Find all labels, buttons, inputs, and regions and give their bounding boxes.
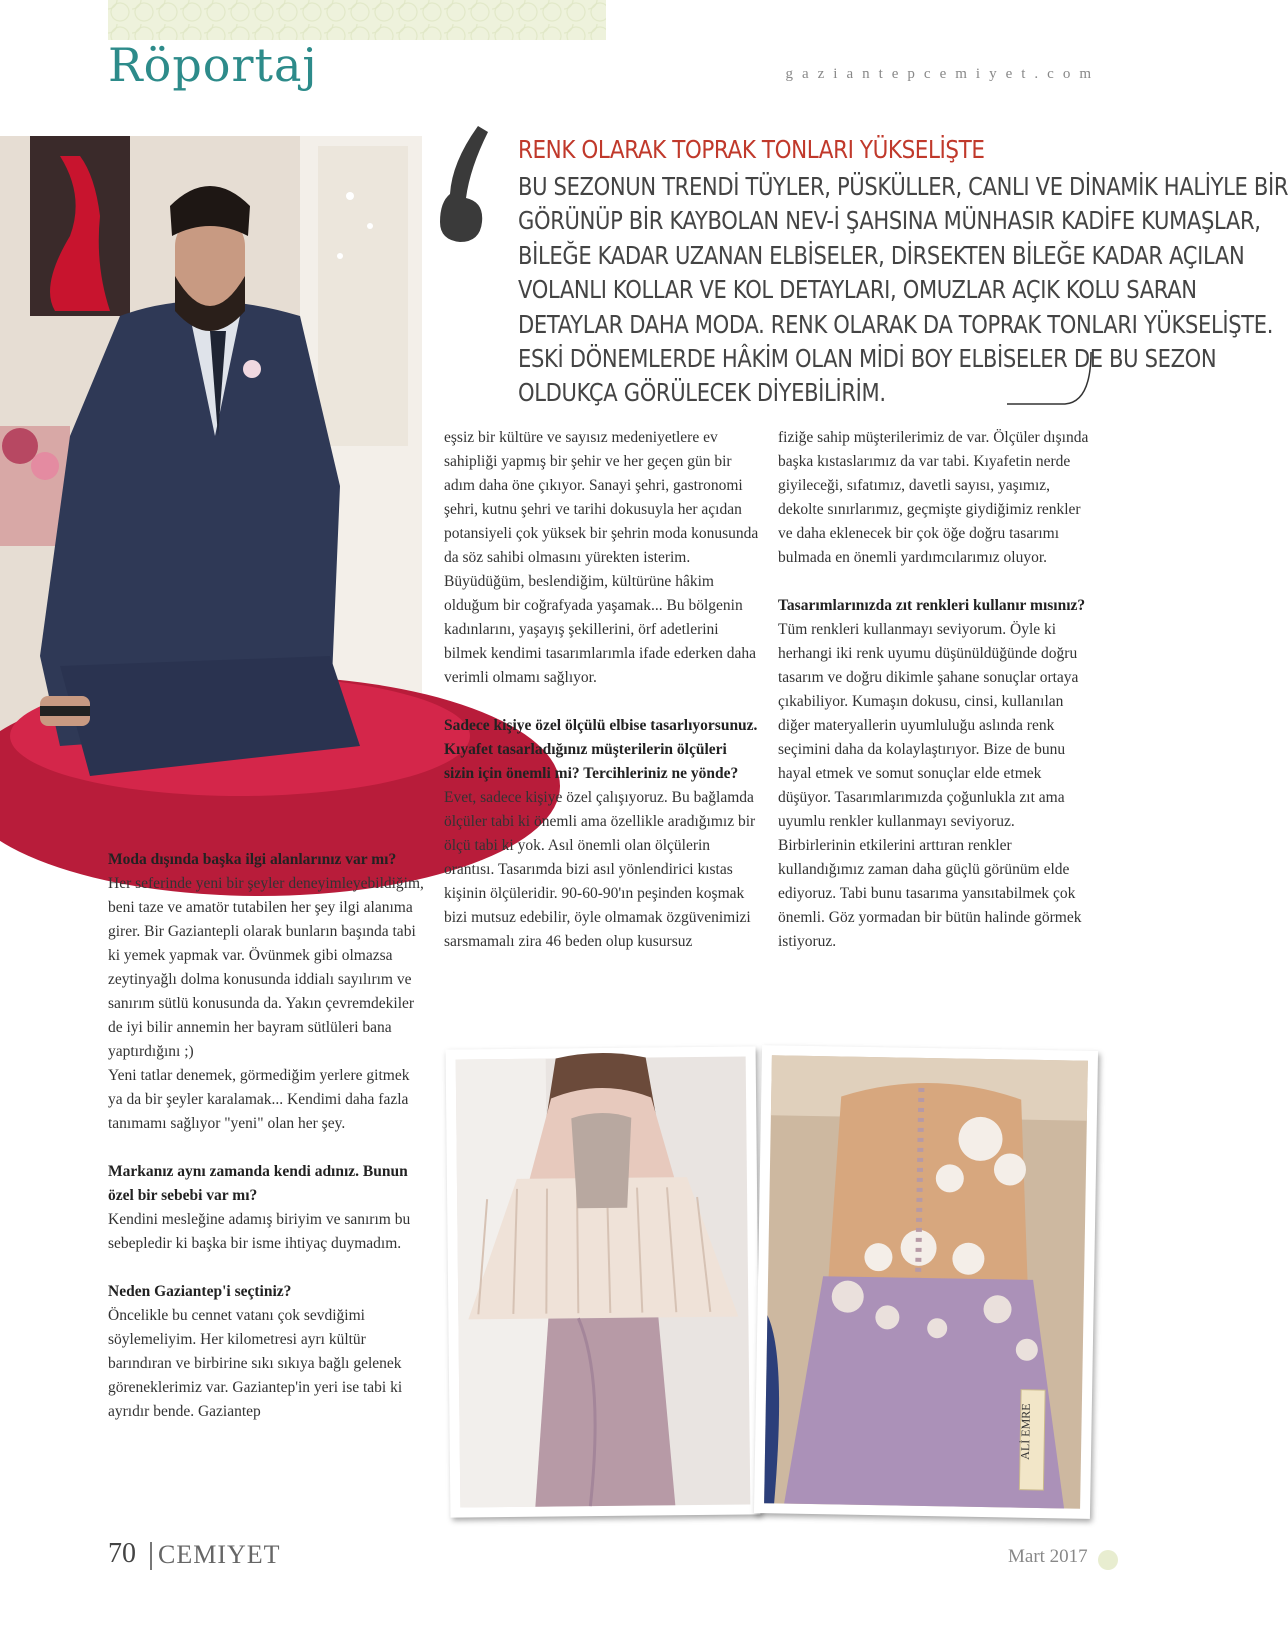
dress-photo-fringe bbox=[446, 1046, 761, 1517]
article-column-left bbox=[108, 848, 426, 1424]
pullquote-line: ESKİ DÖNEMLERDE HÂKİM OLAN MİDİ BOY ELBİSELER DE BU SEZON bbox=[518, 344, 1217, 374]
dress-fringe-illustration bbox=[456, 1056, 751, 1507]
quote-underline-icon bbox=[1005, 350, 1095, 408]
issue-date: Mart 2017 bbox=[1008, 1546, 1088, 1567]
magazine-name: CEMIYET bbox=[158, 1540, 281, 1569]
pullquote-line: BİLEĞE KADAR UZANAN ELBİSELER, DİRSEKTEN BİLEĞE KADAR AÇILAN bbox=[518, 240, 1245, 270]
answer-paragraph: Yeni tatlar denemek, görmediğim yerlere gitmek ya da bir şeyler karalamak... Kendimi daha fazla tanımamı sağlıyor "yeni" olan her şey. bbox=[108, 1067, 410, 1132]
footer-separator bbox=[150, 1542, 152, 1570]
portrait-illustration bbox=[0, 136, 422, 836]
question-heading: Markanız aynı zamanda kendi adınız. Bunun özel bir sebebi var mı? bbox=[108, 1163, 408, 1204]
pullquote-line: VOLANLI KOLLAR VE KOL DETAYLARI, OMUZLAR AÇIK KOLU SARAN bbox=[518, 275, 1197, 305]
pullquote-line: DETAYLAR DAHA MODA. RENK OLARAK DA TOPRAK TONLARI YÜKSELİŞTE. bbox=[518, 309, 1274, 339]
pullquote-body bbox=[518, 170, 1288, 411]
footer-dot bbox=[1098, 1550, 1118, 1570]
pullquote-heading: RENK OLARAK TOPRAK TONLARI YÜKSELİŞTE bbox=[518, 135, 985, 164]
article-column-right bbox=[778, 426, 1096, 954]
website-url: gaziantepcemiyet.com bbox=[785, 66, 1100, 82]
section-title: Röportaj bbox=[108, 38, 318, 92]
header-pattern bbox=[108, 0, 606, 40]
question-heading: Tasarımlarınızda zıt renkleri kullanır mısınız? bbox=[778, 597, 1086, 614]
answer-paragraph: fiziğe sahip müşterilerimiz de var. Ölçüler dışında başka kıstaslarımız da var tabi. Kıyafetin nerde giyileceği, sıfatımız, davetli sayısı, yaşımız, dekolte sınırlarımız, geçmişte giydiğimiz renkler ve daha eklenecek bir çok öğe doğru tasarımı bulmada en önemli yardımcılarımız oluyor. bbox=[778, 429, 1089, 566]
pullquote-line: BU SEZONUN TRENDİ TÜYLER, PÜSKÜLLER, CANLI VE DİNAMİK HALİYLE BİR bbox=[518, 172, 1288, 201]
answer-paragraph: Kendini mesleğine adamış biriyim ve sanırım bu sebepledir ki başka bir isme ihtiyaç duymadım. bbox=[108, 1211, 411, 1252]
pullquote-line: GÖRÜNÜP BİR KAYBOLAN NEV-İ ŞAHSINA MÜNHASIR KADİFE KUMAŞLAR, bbox=[518, 206, 1261, 236]
question-heading: Moda dışında başka ilgi alanlarınız var mı? bbox=[108, 851, 397, 868]
pullquote-line: OLDUKÇA GÖRÜLECEK DİYEBİLİRİM. bbox=[518, 378, 886, 408]
answer-paragraph: Tüm renkleri kullanmayı seviyorum. Öyle ki herhangi iki renk uyumu düşünüldüğünde doğru tasarım ve doğru dikimle şahane sonuçlar ortaya çıkabiliyor. Kumaşın dokusu, cinsi, kullanılan diğer materyallerin uyumluluğu aslında renk seçimini daha da kolaylaştırıyor. Bize de bunu hayal etmek ve somut sonuçlar elde etmek düşüyor. Tasarımlarımızda çoğunlukla zıt ama uyumlu renkler kullanmayı seviyoruz. Birbirlerinin etkilerini arttıran renkler kullandığımız zaman daha güçlü görünüm elde ediyoruz. Tabi bunu tasarıma yansıtabilmek çok önemli. Göz yormadan bir bütün halinde görmek istiyoruz. bbox=[778, 621, 1082, 950]
dress-photo-lace bbox=[754, 1045, 1098, 1519]
answer-paragraph: Evet, sadece kişiye özel çalışıyoruz. Bu bağlamda ölçüler tabi ki önemli ama özellikle aradığımız bir ölçü tabi ki yok. Asıl önemli olan ölçülerin orantısı. Tasarımda bizi asıl yönlendirici kıstas kişinin ölçüleridir. 90-60-90'ın peşinden koşmak bizi mutsuz edebilir, öyle olmamak özgüvenimizi sarsmamalı zira 46 beden olup kusursuz bbox=[444, 789, 756, 950]
answer-paragraph: eşsiz bir kültüre ve sayısız medeniyetlere ev sahipliği yapmış bir şehir ve her geçen gün bir adım daha öne çıkıyor. Sanayi şehri, gastronomi şehri, kutnu şehri ve tarihi dokusuyla her açıdan potansiyeli çok yüksek bir şehrin moda konusunda da söz sahibi olmasını yürekten isterim. Büyüdüğüm, beslendiğim, kültürüne hâkim olduğum bir coğrafyada yaşamak... Bu bölgenin kadınlarını, yaşayış şekillerini, örf adetlerini bilmek kendimi tasarımlarımla ifade ederken daha verimli olmamı sağlıyor. bbox=[444, 429, 759, 686]
article-column-middle bbox=[444, 426, 760, 954]
dress-lace-illustration bbox=[764, 1055, 1088, 1508]
answer-paragraph: Öncelikle bu cennet vatanı çok sevdiğimi söylemeliyim. Her kilometresi ayrı kültür barındıran ve birbirine sıkı sıkıya bağlı gelenek göreneklerimiz var. Gaziantep'in yeri ise tabi ki ayrıdır bende. Gaziantep bbox=[108, 1307, 403, 1420]
dress-tag-label: ALİ EMRE bbox=[1017, 1403, 1033, 1460]
quote-mark-icon bbox=[430, 122, 520, 262]
portrait-photo bbox=[0, 136, 422, 836]
question-heading: Sadece kişiye özel ölçülü elbise tasarlıyorsunuz. Kıyafet tasarladığınız müşterilerin ölçüleri sizin için önemli mi? Tercihleriniz ne yönde? bbox=[444, 717, 758, 782]
answer-paragraph: Her seferinde yeni bir şeyler deneyimleyebildiğim, beni taze ve amatör tutabilen her şey ilgi alanıma girer. Bir Gaziantepli olarak bunların başında tabi ki yemek yapmak var. Övünmek gibi olmazsa zeytinyağlı dolma konusunda iddialı sayılırım ve sanırım sütlü konusunda da. Yakın çevremdekiler de iyi bilir annemin her bayram sütlüleri bana yaptırdığını ;) bbox=[108, 875, 424, 1060]
question-heading: Neden Gaziantep'i seçtiniz? bbox=[108, 1283, 292, 1300]
page-number: 70 bbox=[108, 1538, 136, 1569]
